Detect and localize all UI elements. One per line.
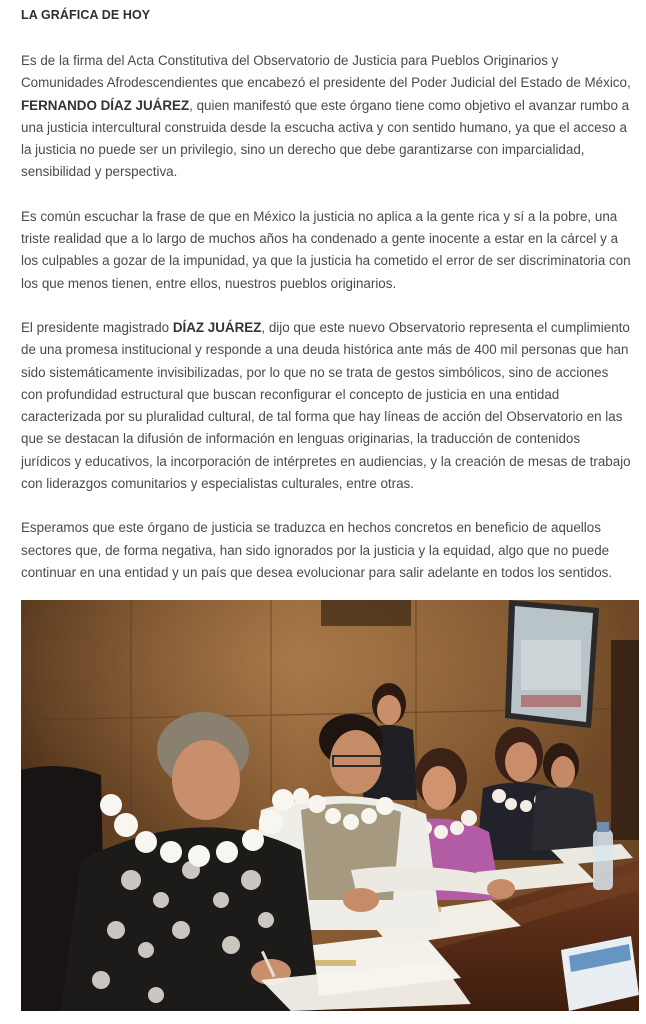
- wall-sign: [321, 600, 411, 626]
- door: [611, 640, 639, 840]
- screen: [505, 600, 599, 728]
- paragraph-1-text-end: , quien manifestó que este órgano tiene como objetivo el avanzar rumbo a una justicia intercultural construida desde la escucha activa y con sentido humano, ya que el acceso a la justicia no puede ser un privilegio, sino un derecho que debe garantizarse con imparcialidad, sensibilidad y perspectiva.: [21, 97, 630, 180]
- paragraph-3-name: DÍAZ JUÁREZ: [172, 319, 262, 335]
- paragraph-1-name: FERNANDO DÍAZ JUÁREZ: [21, 97, 190, 113]
- paragraph-3-text-start: El presidente magistrado: [21, 319, 173, 335]
- paragraph-3-text-end: , dijo que este nuevo Observatorio representa el cumplimiento de una promesa institucional y responde a una deuda histórica ante más de 400 mil personas que han sido sistemáticamente invisibilizadas, por lo que no se trata de gestos simbólicos, sino de acciones con profundidad estructural que buscan reconfigurar el concepto de justicia en una entidad caracterizada por su pluralidad cultural, de tal forma que hay líneas de acción del Observatorio en las que se destacan la difusión de información en lenguas originarias, la traducción de contenidos jurídicos y educativos, la incorporación de intérpretes en audiencias, y la creación de mesas de trabajo con liderazgos comunitarios y especialistas culturales, entre otras.: [21, 319, 631, 492]
- paragraph-1-text-start: Es de la firma del Acta Constitutiva del Observatorio de Justicia para Pueblos Originarios y Comunidades Afrodescendientes que encabezó el presidente del Poder Judicial del Estado de México,: [21, 53, 631, 91]
- water-bottle: [593, 822, 613, 890]
- article-photo: [21, 600, 639, 1011]
- photo-illustration: [21, 600, 639, 1011]
- paragraph-2: Es común escuchar la frase de que en México la justicia no aplica a la gente rica y sí a la pobre, una triste realidad que a lo largo de muchos años ha condenado a gente inocente a estar en la cárcel y a los culpables a gozar de la impunidad, ya que la justicia ha cometido el error de ser discriminatoria con los que menos tienen, entre ellos, nuestros pueblos originarios.: [21, 208, 631, 291]
- article: [21, 0, 633, 584]
- paragraph-3: [21, 317, 633, 495]
- paragraph-1: [21, 50, 633, 184]
- paragraph-4: Esperamos que este órgano de justicia se traduzca en hechos concretos en beneficio de aquellos sectores que, de forma negativa, han sido ignorados por la justicia y la equidad, algo que no puede continuar en una entidad y un país que desea evolucionar para salir adelante en todos los sentidos.: [21, 520, 613, 580]
- section-title: LA GRÁFICA DE HOY: [21, 8, 151, 22]
